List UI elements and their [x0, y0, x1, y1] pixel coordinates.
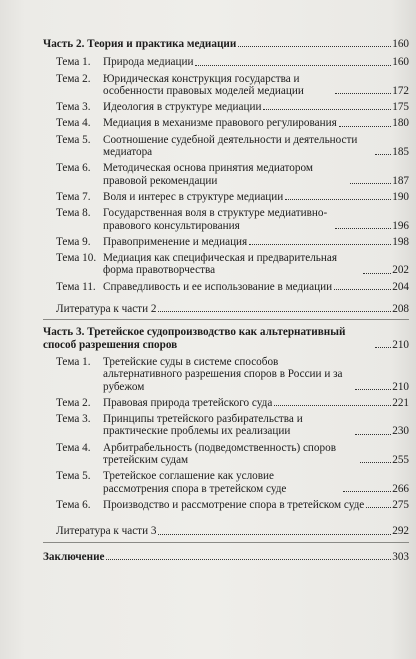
- toc-entry: Тема 5. Соотношение судебной деятельности и деятельности медиатора 185: [56, 133, 409, 159]
- toc-entry: Тема 5. Третейское соглашение как условие рассмотрения спора в третейском суде 266: [56, 470, 409, 495]
- table-of-contents: [43, 38, 409, 563]
- part-title: Часть 3. Третейское судопроизводство как альтернативный способ разрешения споров: [43, 326, 346, 351]
- toc-entry: Тема 6. Методическая основа принятия медиатором правовой рекомендации 187: [56, 162, 409, 187]
- toc-entry: Тема 3. Принципы третейского разбирательства и практические проблемы их реализации 230: [56, 413, 409, 438]
- part-2-heading: [43, 38, 409, 50]
- toc-entry: Тема 6. Производство и рассмотрение спора в третейском суде 275: [56, 498, 409, 511]
- conclusion-entry: Заключение 303: [43, 550, 409, 563]
- divider: [43, 542, 409, 543]
- toc-entry: Тема 10. Медиация как специфическая и предварительная форма правотворчества 202: [56, 252, 409, 277]
- toc-entry: Тема 11. Справедливость и ее использование в медиации 204: [56, 280, 409, 293]
- part-title: Часть 2. Теория и практика медиации: [43, 38, 237, 50]
- part-3-heading: [43, 326, 409, 351]
- divider: [43, 319, 409, 320]
- page-number: 160: [392, 38, 409, 50]
- toc-entry: Тема 2. Правовая природа третейского суда 221: [56, 396, 409, 409]
- literature-entry: Литература к части 3 292: [56, 525, 409, 538]
- toc-entry: Тема 1. Третейские суды в системе способов альтернативного разрешения споров в России и за рубежом 210: [56, 355, 409, 393]
- literature-entry: Литература к части 2 208: [56, 303, 409, 316]
- toc-entry: Тема 1. Природа медиации 160: [56, 56, 409, 69]
- toc-entry: Тема 8. Государственная воля в структуре медиативно-правового консультирования 196: [56, 207, 409, 232]
- toc-entry: Тема 3. Идеология в структуре медиации 175: [56, 101, 409, 114]
- toc-entry: Тема 4. Медиация в механизме правового регулирования 180: [56, 117, 409, 130]
- toc-entry: Тема 4. Арбитрабельность (подведомственность) споров третейским судам 255: [56, 441, 409, 467]
- toc-entry: Тема 2. Юридическая конструкция государства и особенности правовых моделей медиации 172: [56, 72, 409, 97]
- toc-entry: Тема 9. Правоприменение и медиация 198: [56, 235, 409, 248]
- toc-entry: Тема 7. Воля и интерес в структуре медиации 190: [56, 190, 409, 203]
- page-number: 210: [392, 338, 409, 351]
